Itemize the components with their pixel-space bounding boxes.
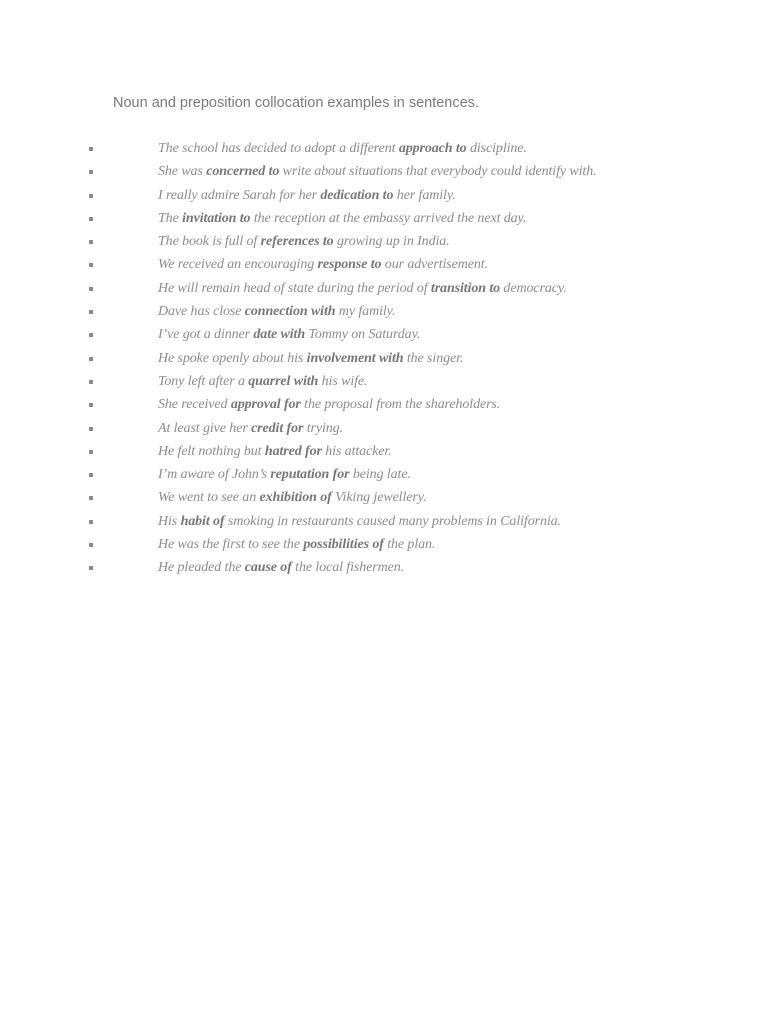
list-item bbox=[0, 138, 768, 161]
list-item bbox=[0, 301, 768, 324]
square-bullet-icon bbox=[89, 287, 93, 291]
square-bullet-icon bbox=[89, 357, 93, 361]
square-bullet-icon bbox=[89, 566, 93, 570]
sentence-text-before: He felt nothing but bbox=[158, 443, 265, 459]
square-bullet-icon bbox=[89, 543, 93, 547]
collocation-phrase: hatred for bbox=[264, 443, 322, 459]
sentence-text-after: his wife. bbox=[318, 373, 368, 389]
square-bullet-icon bbox=[89, 147, 93, 151]
square-bullet-icon bbox=[89, 496, 93, 500]
example-sentence bbox=[158, 188, 456, 204]
collocation-phrase: approval for bbox=[230, 397, 301, 413]
list-item bbox=[0, 208, 768, 231]
sentence-text-after: democracy. bbox=[500, 280, 567, 296]
example-sentence bbox=[158, 467, 411, 483]
square-bullet-icon bbox=[89, 520, 93, 524]
list-item bbox=[0, 324, 768, 347]
sentence-text-before: He spoke openly about his bbox=[158, 350, 307, 366]
sentence-text-after: his attacker. bbox=[321, 443, 392, 459]
list-item bbox=[0, 534, 768, 557]
collocation-phrase: approach to bbox=[398, 141, 467, 156]
sentence-text-after: her family. bbox=[393, 187, 456, 203]
sentence-text-before: Tony left after a bbox=[158, 373, 249, 389]
list-item bbox=[0, 441, 768, 464]
example-sentence bbox=[158, 257, 488, 273]
collocation-phrase: references to bbox=[260, 234, 334, 250]
square-bullet-icon bbox=[89, 310, 93, 314]
square-bullet-icon bbox=[89, 450, 93, 454]
sentence-text-before: I really admire Sarah for her bbox=[158, 187, 321, 203]
sentence-text-after: discipline. bbox=[466, 141, 527, 156]
example-sentence bbox=[158, 514, 561, 530]
square-bullet-icon bbox=[89, 217, 93, 221]
sentence-text-before: He was the first to see the bbox=[158, 537, 304, 553]
sentence-text-after: the plan. bbox=[383, 537, 436, 553]
collocation-phrase: habit of bbox=[180, 513, 225, 529]
collocation-phrase: credit for bbox=[251, 420, 304, 436]
collocation-list bbox=[0, 138, 768, 581]
sentence-text-after: Viking jewellery. bbox=[331, 490, 427, 506]
sentence-text-after: growing up in India. bbox=[333, 234, 450, 250]
example-sentence bbox=[158, 560, 404, 576]
list-item bbox=[0, 487, 768, 510]
sentence-text-after: smoking in restaurants caused many problems in California. bbox=[224, 513, 561, 529]
sentence-text-after: the proposal from the shareholders. bbox=[300, 397, 501, 413]
example-sentence bbox=[158, 327, 420, 343]
collocation-phrase: quarrel with bbox=[248, 373, 319, 389]
sentence-text-after: the reception at the embassy arrived the next day. bbox=[250, 210, 527, 226]
list-item bbox=[0, 557, 768, 580]
example-sentence bbox=[158, 281, 567, 297]
collocation-phrase: possibilities of bbox=[303, 537, 384, 553]
list-item bbox=[0, 464, 768, 487]
example-sentence bbox=[158, 351, 463, 367]
sentence-text-after: my family. bbox=[335, 304, 396, 320]
sentence-text-before: I’ve got a dinner bbox=[158, 327, 254, 343]
sentence-text-before: She received bbox=[158, 397, 231, 413]
page-heading: Noun and preposition collocation examples in sentences. bbox=[113, 95, 479, 111]
collocation-phrase: exhibition of bbox=[259, 490, 332, 506]
sentence-text-after: the singer. bbox=[403, 350, 464, 366]
example-sentence bbox=[158, 490, 426, 506]
example-sentence bbox=[158, 141, 527, 157]
list-item bbox=[0, 278, 768, 301]
collocation-phrase: date with bbox=[253, 327, 306, 343]
example-sentence bbox=[158, 234, 450, 250]
sentence-text-before: The school has decided to adopt a different bbox=[158, 141, 399, 156]
collocation-phrase: involvement with bbox=[306, 350, 404, 366]
list-item bbox=[0, 348, 768, 371]
collocation-phrase: dedication to bbox=[320, 187, 394, 203]
collocation-phrase: concerned to bbox=[206, 164, 280, 180]
list-item bbox=[0, 511, 768, 534]
square-bullet-icon bbox=[89, 473, 93, 477]
example-sentence bbox=[158, 397, 500, 413]
list-item bbox=[0, 394, 768, 417]
square-bullet-icon bbox=[89, 240, 93, 244]
sentence-text-before: She was bbox=[158, 164, 207, 180]
sentence-text-before: We went to see an bbox=[158, 490, 260, 506]
list-item bbox=[0, 254, 768, 277]
collocation-phrase: cause of bbox=[244, 560, 292, 576]
list-item bbox=[0, 185, 768, 208]
example-sentence bbox=[158, 211, 526, 227]
sentence-text-after: the local fishermen. bbox=[291, 560, 404, 576]
sentence-text-before: His bbox=[158, 513, 181, 529]
square-bullet-icon bbox=[89, 194, 93, 198]
square-bullet-icon bbox=[89, 403, 93, 407]
sentence-text-after: being late. bbox=[349, 467, 411, 483]
list-item bbox=[0, 161, 768, 184]
square-bullet-icon bbox=[89, 263, 93, 267]
sentence-text-before: I’m aware of John’s bbox=[158, 467, 271, 483]
example-sentence bbox=[158, 537, 435, 553]
sentence-text-after: our advertisement. bbox=[381, 257, 488, 273]
square-bullet-icon bbox=[89, 170, 93, 174]
list-item bbox=[0, 418, 768, 441]
collocation-phrase: transition to bbox=[430, 280, 501, 296]
sentence-text-after: write about situations that everybody could identify with. bbox=[279, 164, 597, 180]
sentence-text-before: At least give her bbox=[158, 420, 252, 436]
sentence-text-before: He pleaded the bbox=[158, 560, 245, 576]
sentence-text-before: The bbox=[158, 210, 183, 226]
collocation-phrase: reputation for bbox=[270, 467, 350, 483]
collocation-phrase: response to bbox=[317, 257, 382, 273]
sentence-text-before: We received an encouraging bbox=[158, 257, 318, 273]
collocation-phrase: invitation to bbox=[182, 210, 251, 226]
sentence-text-before: He will remain head of state during the period of bbox=[158, 280, 431, 296]
example-sentence bbox=[158, 374, 367, 390]
sentence-text-after: trying. bbox=[303, 420, 343, 436]
square-bullet-icon bbox=[89, 380, 93, 384]
example-sentence bbox=[158, 444, 392, 460]
square-bullet-icon bbox=[89, 427, 93, 431]
example-sentence bbox=[158, 421, 343, 437]
collocation-phrase: connection with bbox=[244, 304, 336, 320]
list-item bbox=[0, 371, 768, 394]
sentence-text-after: Tommy on Saturday. bbox=[305, 327, 421, 343]
sentence-text-before: Dave has close bbox=[158, 304, 245, 320]
example-sentence bbox=[158, 304, 395, 320]
square-bullet-icon bbox=[89, 333, 93, 337]
example-sentence bbox=[158, 164, 597, 180]
list-item bbox=[0, 231, 768, 254]
sentence-text-before: The book is full of bbox=[158, 234, 261, 250]
